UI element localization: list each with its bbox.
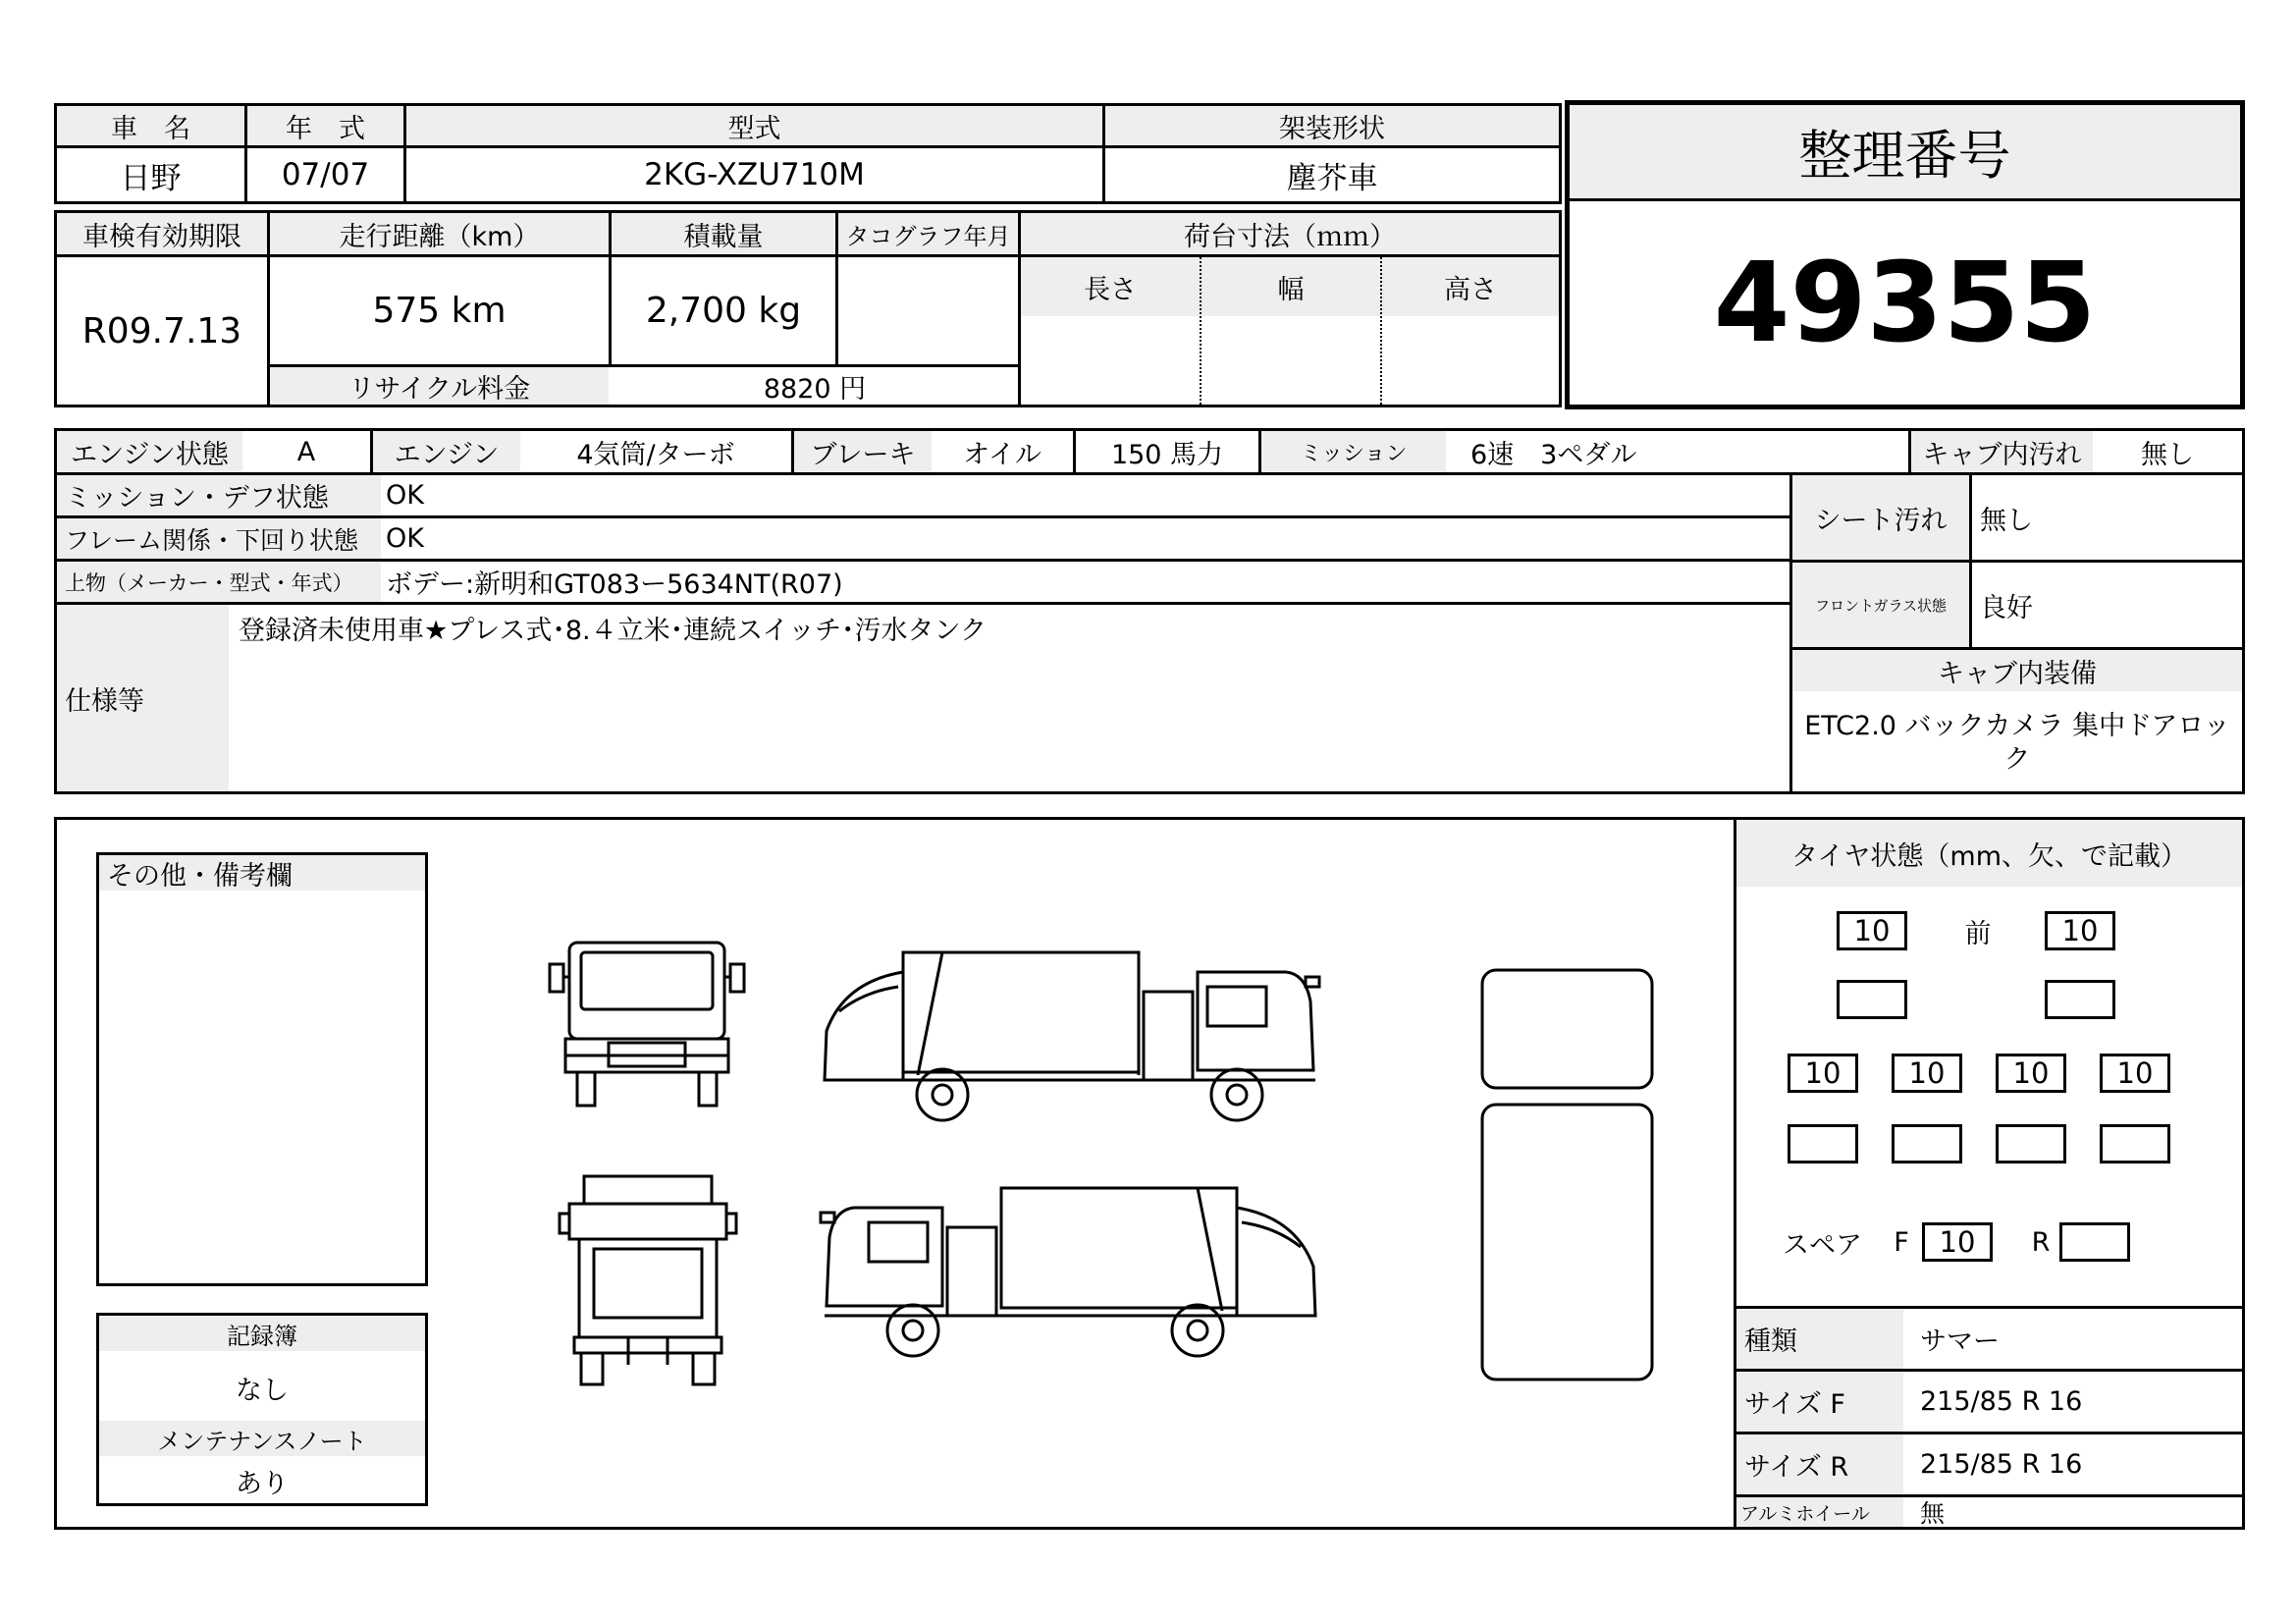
truck-side-view-left bbox=[825, 952, 1319, 1120]
tacho-value bbox=[838, 257, 1018, 364]
mission-diff-value: OK bbox=[386, 480, 424, 511]
horsepower-value: 150 馬力 bbox=[1110, 439, 1224, 470]
cab-dirt-value: 無し bbox=[2141, 439, 2194, 470]
bed-dims-label: 荷台寸法（ｍｍ） bbox=[1184, 221, 1396, 252]
tire-front-left: 10 bbox=[1837, 911, 1907, 950]
alu-value: 無 bbox=[1920, 1499, 1946, 1528]
maint-value: あり bbox=[236, 1468, 289, 1499]
engine-value: 4気筒/ターボ bbox=[576, 439, 735, 470]
spare-r-value bbox=[2059, 1222, 2130, 1262]
truck-side-view-right bbox=[821, 1188, 1315, 1356]
model-label: 型式 bbox=[727, 113, 781, 144]
windshield-label: フロントガラス状態 bbox=[1814, 596, 1948, 615]
engine-state-value: A bbox=[296, 436, 316, 467]
spare-r-label: R bbox=[2031, 1226, 2051, 1258]
spare-f-label: F bbox=[1894, 1226, 1909, 1258]
spare-f-value: 10 bbox=[1922, 1222, 1993, 1262]
remarks-value bbox=[104, 895, 420, 1278]
recycle-value: 8820 円 bbox=[763, 373, 867, 405]
ref-number: 49355 bbox=[1713, 239, 2097, 367]
body-type-value: 塵芥車 bbox=[1286, 160, 1378, 196]
record-label: 記録簿 bbox=[227, 1322, 297, 1350]
spec-label: 仕様等 bbox=[65, 685, 144, 717]
inspection-value: R09.7.13 bbox=[81, 310, 242, 352]
alu-label: アルミホイール bbox=[1740, 1502, 1870, 1525]
tire-rear-4: 10 bbox=[2100, 1054, 2170, 1093]
tire-rear-1: 10 bbox=[1788, 1054, 1858, 1093]
bed-height-label: 高さ bbox=[1444, 274, 1497, 305]
body-type-label: 架装形状 bbox=[1279, 113, 1385, 144]
spec-value: 登録済未使用車★プレス式･8.４立米･連続スイッチ･汚水タンク bbox=[239, 616, 987, 646]
mileage-label: 走行距離（km） bbox=[339, 221, 540, 252]
frame-label: フレーム関係・下回り状態 bbox=[65, 525, 359, 555]
truck-diagram bbox=[530, 933, 1679, 1394]
cab-equip-label: キャブ内装備 bbox=[1938, 658, 2097, 689]
tire-title: タイヤ状態（mm、欠、で記載） bbox=[1790, 840, 2188, 872]
cab-dirt-label: キャブ内汚れ bbox=[1922, 439, 2082, 470]
tire-rear-2-2 bbox=[1892, 1124, 1962, 1163]
year-label: 年 式 bbox=[286, 113, 365, 144]
tire-type-label: 種類 bbox=[1744, 1326, 1797, 1357]
tire-size-f-value: 215/85 R 16 bbox=[1920, 1386, 2083, 1417]
tire-rear-2: 10 bbox=[1892, 1054, 1962, 1093]
year-value: 07/07 bbox=[281, 157, 370, 192]
truck-top-view bbox=[1482, 970, 1652, 1380]
truck-rear-view bbox=[560, 1176, 736, 1384]
mission-diff-label: ミッション・デフ状態 bbox=[65, 483, 329, 514]
tire-size-f-label: サイズ F bbox=[1744, 1389, 1845, 1420]
tire-type-value: サマー bbox=[1920, 1326, 2000, 1357]
bed-length-label: 長さ bbox=[1084, 274, 1137, 305]
upper-value: ボデー:新明和GT083ー5634NT(R07) bbox=[386, 569, 843, 600]
truck-front-view bbox=[550, 943, 744, 1106]
mileage-value: 575 km bbox=[372, 291, 507, 331]
record-value: なし bbox=[236, 1375, 289, 1406]
brake-value: オイル bbox=[963, 439, 1041, 470]
cab-equip-value: ETC2.0 バックカメラ 集中ドアロック bbox=[1804, 711, 2230, 775]
remarks-label: その他・備考欄 bbox=[107, 860, 293, 892]
spare-label: スペア bbox=[1783, 1229, 1862, 1261]
tire-front-left-2 bbox=[1837, 980, 1907, 1019]
model-value: 2KG-XZU710M bbox=[644, 157, 865, 192]
load-value: 2,700 kg bbox=[645, 291, 802, 331]
seat-dirt-label: シート汚れ bbox=[1814, 505, 1948, 536]
recycle-label: リサイクル料金 bbox=[347, 373, 531, 405]
engine-label: エンジン bbox=[394, 439, 500, 470]
load-label: 積載量 bbox=[683, 221, 764, 252]
windshield-value: 良好 bbox=[1980, 592, 2033, 623]
maint-label: メンテナンスノート bbox=[157, 1427, 367, 1455]
car-name-value: 日野 bbox=[120, 160, 182, 196]
mission-label: ミッション bbox=[1300, 441, 1408, 466]
tacho-label: タコグラフ年月 bbox=[845, 222, 1011, 250]
mission-value: 6速 3ペダル bbox=[1470, 439, 1637, 470]
tire-rear-3: 10 bbox=[1996, 1054, 2066, 1093]
engine-state-label: エンジン状態 bbox=[71, 439, 229, 470]
car-name-label: 車 名 bbox=[111, 113, 190, 144]
ref-label: 整理番号 bbox=[1798, 125, 2011, 187]
inspection-label: 車検有効期限 bbox=[82, 221, 241, 252]
tire-size-r-label: サイズ R bbox=[1744, 1452, 1849, 1483]
tire-front-label: 前 bbox=[1964, 918, 1992, 949]
tire-size-r-value: 215/85 R 16 bbox=[1920, 1449, 2083, 1480]
tire-rear-4-2 bbox=[2100, 1124, 2170, 1163]
tire-front-right: 10 bbox=[2045, 911, 2115, 950]
tire-front-right-2 bbox=[2045, 980, 2115, 1019]
upper-label: 上物（メーカー・型式・年式） bbox=[65, 570, 353, 595]
brake-label: ブレーキ bbox=[810, 439, 916, 470]
bed-width-label: 幅 bbox=[1277, 274, 1305, 305]
tire-rear-1-2 bbox=[1788, 1124, 1858, 1163]
tire-rear-3-2 bbox=[1996, 1124, 2066, 1163]
seat-dirt-value: 無し bbox=[1980, 505, 2033, 536]
frame-value: OK bbox=[386, 523, 424, 554]
